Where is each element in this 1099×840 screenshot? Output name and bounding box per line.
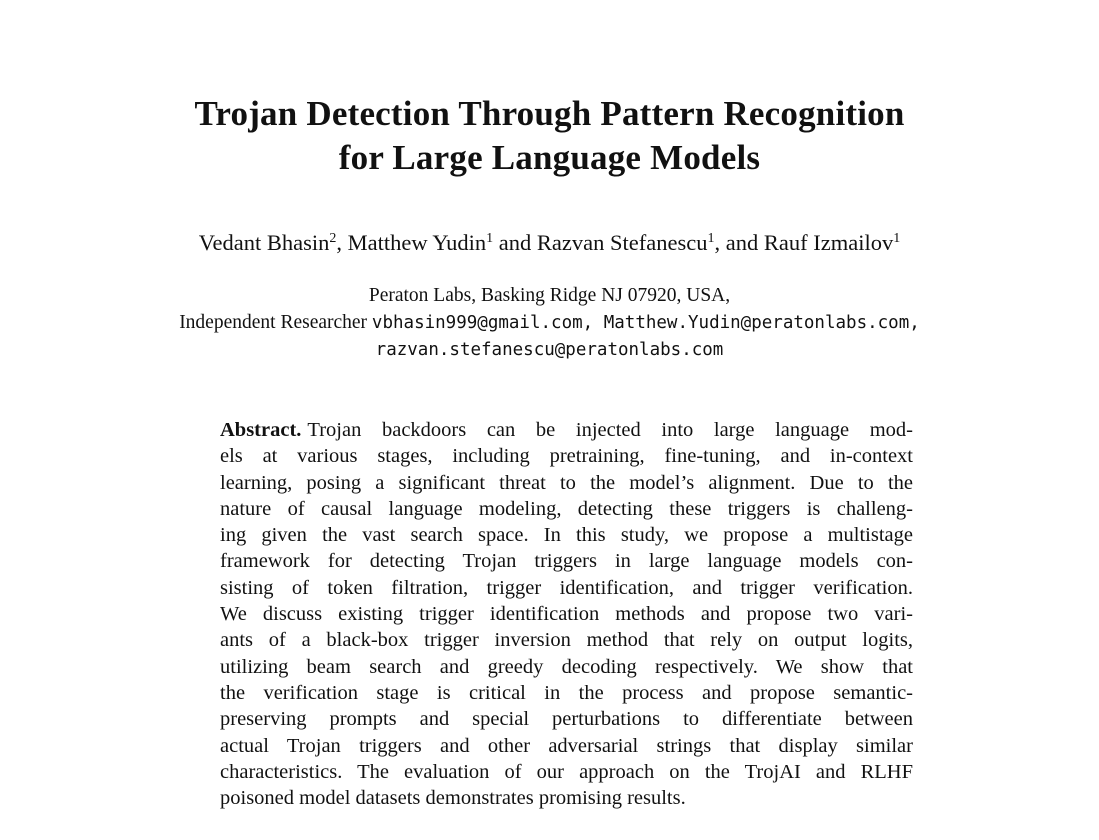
author-list bbox=[0, 229, 1099, 257]
abstract-line: characteristics. The evaluation of our approach on the TrojAI and RLHF bbox=[220, 760, 913, 783]
author-separator: and bbox=[493, 230, 537, 255]
abstract-text: Trojan backdoors can be injected into large language mod- bbox=[307, 419, 913, 441]
abstract-line: ants of a black-box trigger inversion method that rely on output logits, bbox=[220, 629, 913, 652]
affiliation-line-1: Peraton Labs, Basking Ridge NJ 07920, USA, bbox=[368, 285, 731, 306]
title-line-1: Trojan Detection Through Pattern Recognition bbox=[194, 94, 905, 133]
abstract-line: poisoned model datasets demonstrates promising results. bbox=[220, 787, 686, 810]
author-name: Razvan Stefanescu bbox=[536, 230, 708, 255]
abstract-line: We discuss existing trigger identification methods and propose two vari- bbox=[220, 603, 913, 626]
author-name: Matthew Yudin bbox=[347, 230, 487, 255]
abstract-line: actual Trojan triggers and other adversarial strings that display similar bbox=[220, 734, 913, 757]
author-affiliation-mark: 1 bbox=[486, 231, 494, 246]
email-list[interactable]: vbhasin999@gmail.com, Matthew.Yudin@peratonlabs.com, bbox=[371, 313, 920, 333]
abstract-line: preserving prompts and special perturbations to differentiate between bbox=[220, 708, 913, 731]
author-affiliation-mark: 1 bbox=[707, 231, 715, 246]
abstract-line: els at various stages, including pretraining, fine-tuning, and in-context bbox=[220, 445, 913, 468]
abstract-line: framework for detecting Trojan triggers in large language models con- bbox=[220, 550, 913, 573]
affiliation-line-2 bbox=[0, 309, 1099, 337]
author-separator: , bbox=[336, 230, 348, 255]
abstract-line: nature of causal language modeling, detecting these triggers is challeng- bbox=[220, 497, 913, 520]
author-separator: , and bbox=[714, 230, 764, 255]
abstract-line: the verification stage is critical in the process and propose semantic- bbox=[220, 681, 913, 704]
author-name: Vedant Bhasin bbox=[198, 230, 330, 255]
title-line-2: for Large Language Models bbox=[338, 138, 761, 177]
abstract-line: utilizing beam search and greedy decoding respectively. We show that bbox=[220, 655, 913, 678]
author-affiliation-mark: 2 bbox=[329, 231, 337, 246]
abstract-line bbox=[220, 417, 913, 443]
abstract-line: sisting of token filtration, trigger identification, and trigger verification. bbox=[220, 576, 913, 599]
abstract bbox=[220, 417, 913, 811]
affiliation-label: Independent Researcher bbox=[179, 312, 372, 333]
author-name: Rauf Izmailov bbox=[763, 230, 894, 255]
abstract-label: Abstract. bbox=[220, 419, 302, 441]
affiliations bbox=[0, 282, 1099, 364]
paper-title bbox=[0, 92, 1099, 180]
email-list-continued[interactable]: razvan.stefanescu@peratonlabs.com bbox=[375, 340, 724, 360]
abstract-line: learning, posing a significant threat to the model’s alignment. Due to the bbox=[220, 471, 913, 494]
author-affiliation-mark: 1 bbox=[893, 231, 901, 246]
abstract-line: ing given the vast search space. In this study, we propose a multistage bbox=[220, 524, 913, 547]
